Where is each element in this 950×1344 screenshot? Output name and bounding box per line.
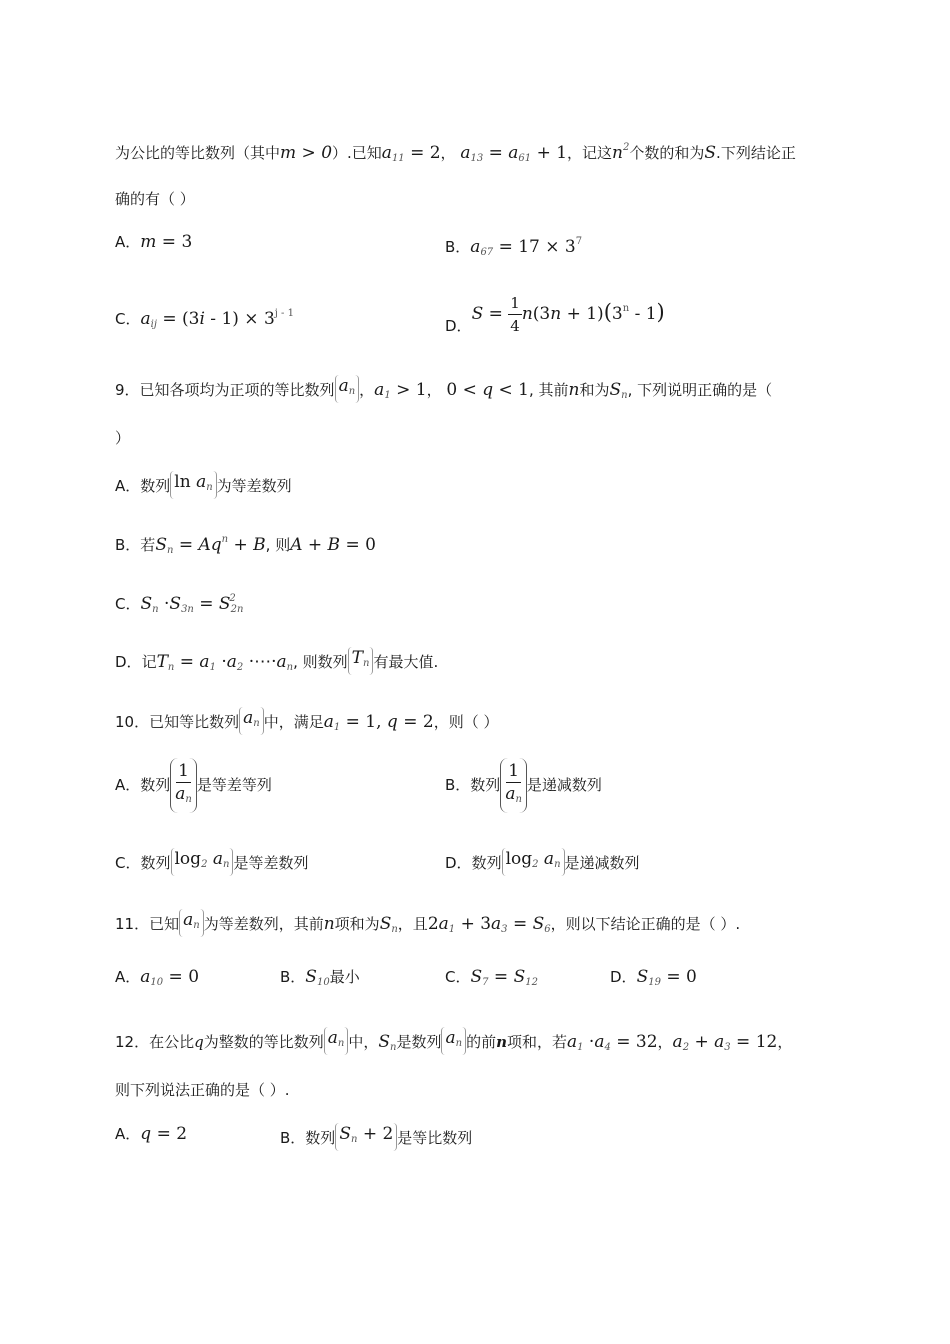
math-aij: $a_{ij} = (3i - 1) \times 3^{j - 1}$ (140, 308, 294, 330)
q9-stem-line1: 9．已知各项均为正项的等比数列 $a_n$ ，$a_1 > 1$， 0 < q < 1, 其前n和为$S_n$, 下列说明正确的是（ (115, 376, 773, 401)
q8-option-a[interactable]: A．m = 3 (115, 232, 193, 252)
math-2a1-3a3-eq-S6: $2a_1 + 3a_3 = S_6$ (427, 914, 551, 935)
math-seq-an: $a_n$ (179, 909, 204, 937)
math-seq-1-over-an: $\frac{1}{a_n}$ (170, 758, 197, 813)
q10-stem: 10．已知等比数列 $a_n$ 中，满足$a_1 = 1$, q = 2，则（ ） (115, 708, 499, 733)
q11-option-d[interactable]: D．$S_{19} = 0$ (610, 967, 697, 988)
math-a67: $a_{67} = 17 \times 3^7$ (470, 236, 583, 258)
q8-stem-line1: 为公比的等比数列（其中m > 0）.已知$a_{11} = 2$， $a_{13} = a_{61} + 1$，记这$n^2$个数的和为S.下列结论正 (115, 142, 796, 164)
math-seq-an: $a_n$ (324, 1027, 349, 1055)
q10-option-d[interactable]: D．数列 $\log_2 a_n$ 是递减数列 (445, 848, 640, 876)
q8-option-d[interactable]: D．S = $\frac{1}{4}$ $n(3n + 1)(3^n - 1)$ (445, 294, 665, 335)
math-a2-a3-eq-12: $a_2 + a_3 = 12$ (672, 1032, 778, 1053)
math-n: n (323, 914, 335, 934)
math-m-eq-3: m = 3 (140, 232, 193, 252)
q10-option-b[interactable]: B．数列 $\frac{1}{a_n}$ 是递减数列 (445, 758, 602, 813)
math-seq-1-over-an: $\frac{1}{a_n}$ (500, 758, 527, 813)
math-A-plus-B-eq-0: A + B = 0 (290, 535, 376, 555)
math-Tn-product: $T_n = a_1 \cdot a_2$ $\cdot\cdots\cdot a_n$ (156, 652, 294, 673)
math-seq-an: $a_n$ (441, 1027, 466, 1055)
math-q-range: 0 < q < 1 (446, 380, 529, 400)
q10-option-c[interactable]: C．数列 $\log_2 a_n$ 是等差数列 (115, 848, 308, 876)
q9-option-d[interactable]: D．记$T_n = a_1 \cdot a_2$ $\cdot\cdots\cdot a_n$, 则数列 $T_n$ 有最大值. (115, 648, 439, 673)
math-seq-log2-an: $\log_2 a_n$ (502, 848, 565, 876)
q12-stem-line2: 则下列说法正确的是（ ）. (115, 1081, 290, 1099)
math-S: S (704, 143, 717, 163)
math-n: n (568, 380, 580, 400)
q11-option-c[interactable]: C．$S_7 = S_{12}$ (445, 967, 538, 988)
math-a13-eq-a61-plus-1: $a_{13} = a_{61} + 1$ (460, 143, 568, 164)
math-Sn: $S_n$ (609, 380, 628, 401)
q9-option-c[interactable]: C．$S_n \cdot S_{3n} = S_{2n}^2$ (115, 593, 244, 615)
math-q: q (194, 1033, 204, 1051)
math-q-eq-2: q = 2 (140, 1124, 188, 1144)
q9-option-a[interactable]: A．数列 $\ln a_n$ 为等差数列 (115, 471, 292, 499)
math-a10-eq-0: $a_{10} = 0$ (140, 967, 200, 988)
math-a1-a4-eq-32: $a_1 \cdot a_4 = 32$ (567, 1032, 658, 1053)
math-seq-ln-an: $\ln a_n$ (170, 471, 216, 499)
q8-stem-line2: 确的有（ ） (115, 190, 195, 208)
q8-option-b[interactable]: B．$a_{67} = 17 \times 3^7$ (445, 236, 583, 258)
q12-stem-line1: 12．在公比q为整数的等比数列 $a_n$ 中，$S_n$是数列 $a_n$ 的前n项和，若$a_1 \cdot a_4 = 32$，$a_2 + a_3 = 12$， (115, 1028, 793, 1053)
math-Sn-S3n-eq-S2n-sq: $S_n \cdot S_{3n} = S_{2n}^2$ (140, 593, 244, 615)
math-S10: $S_{10}$ (305, 967, 330, 988)
q11-option-b[interactable]: B．$S_{10}$最小 (280, 967, 360, 988)
q11-stem: 11．已知 $a_n$ 为等差数列，其前n项和为$S_n$，且$2a_1 + 3a_3 = S_6$，则以下结论正确的是（ ）. (115, 910, 741, 935)
math-n-squared: $n^2$ (612, 142, 630, 163)
q11-option-a[interactable]: A．$a_{10} = 0$ (115, 967, 200, 988)
math-m-gt-0: m > 0 (280, 143, 333, 163)
math-S-formula: S = $\frac{1}{4}$ $n(3n + 1)(3^n - 1)$ (471, 294, 665, 335)
math-Sn: $S_n$ (378, 1032, 397, 1053)
q9-option-b[interactable]: B．若$S_n = Aq^n + B$, 则A + B = 0 (115, 534, 376, 556)
q8-option-c[interactable]: C．$a_{ij} = (3i - 1) \times 3^{j - 1}$ (115, 308, 294, 330)
q9-stem-line2: ） (115, 429, 131, 447)
q10-option-a[interactable]: A．数列 $\frac{1}{a_n}$ 是等差等列 (115, 758, 272, 813)
math-Sn: $S_n$ (379, 914, 398, 935)
math-n: n (496, 1033, 507, 1051)
math-S19-eq-0: $S_{19} = 0$ (636, 967, 697, 988)
q12-option-b[interactable]: B．数列 $S_n + 2$ 是等比数列 (280, 1123, 472, 1151)
math-seq-an: $a_n$ (239, 707, 264, 735)
math-a1-gt-1: $a_1 > 1$ (374, 380, 427, 401)
math-seq-an: $a_n$ (335, 375, 360, 403)
math-seq-Tn: $T_n$ (348, 647, 374, 675)
q12-option-a[interactable]: A．q = 2 (115, 1124, 188, 1144)
math-seq-Sn-plus-2: $S_n + 2$ (335, 1123, 397, 1151)
math-S7-eq-S12: $S_7 = S_{12}$ (470, 967, 538, 988)
math-Sn-eq-Aqn-B: $S_n = Aq^n + B$ (155, 534, 266, 556)
math-a11-eq-2: $a_{11} = 2$ (381, 143, 441, 164)
math-a1-eq-1-q-eq-2: $a_1 = 1$, q = 2 (323, 712, 434, 733)
math-seq-log2-an: $\log_2 a_n$ (171, 848, 234, 876)
